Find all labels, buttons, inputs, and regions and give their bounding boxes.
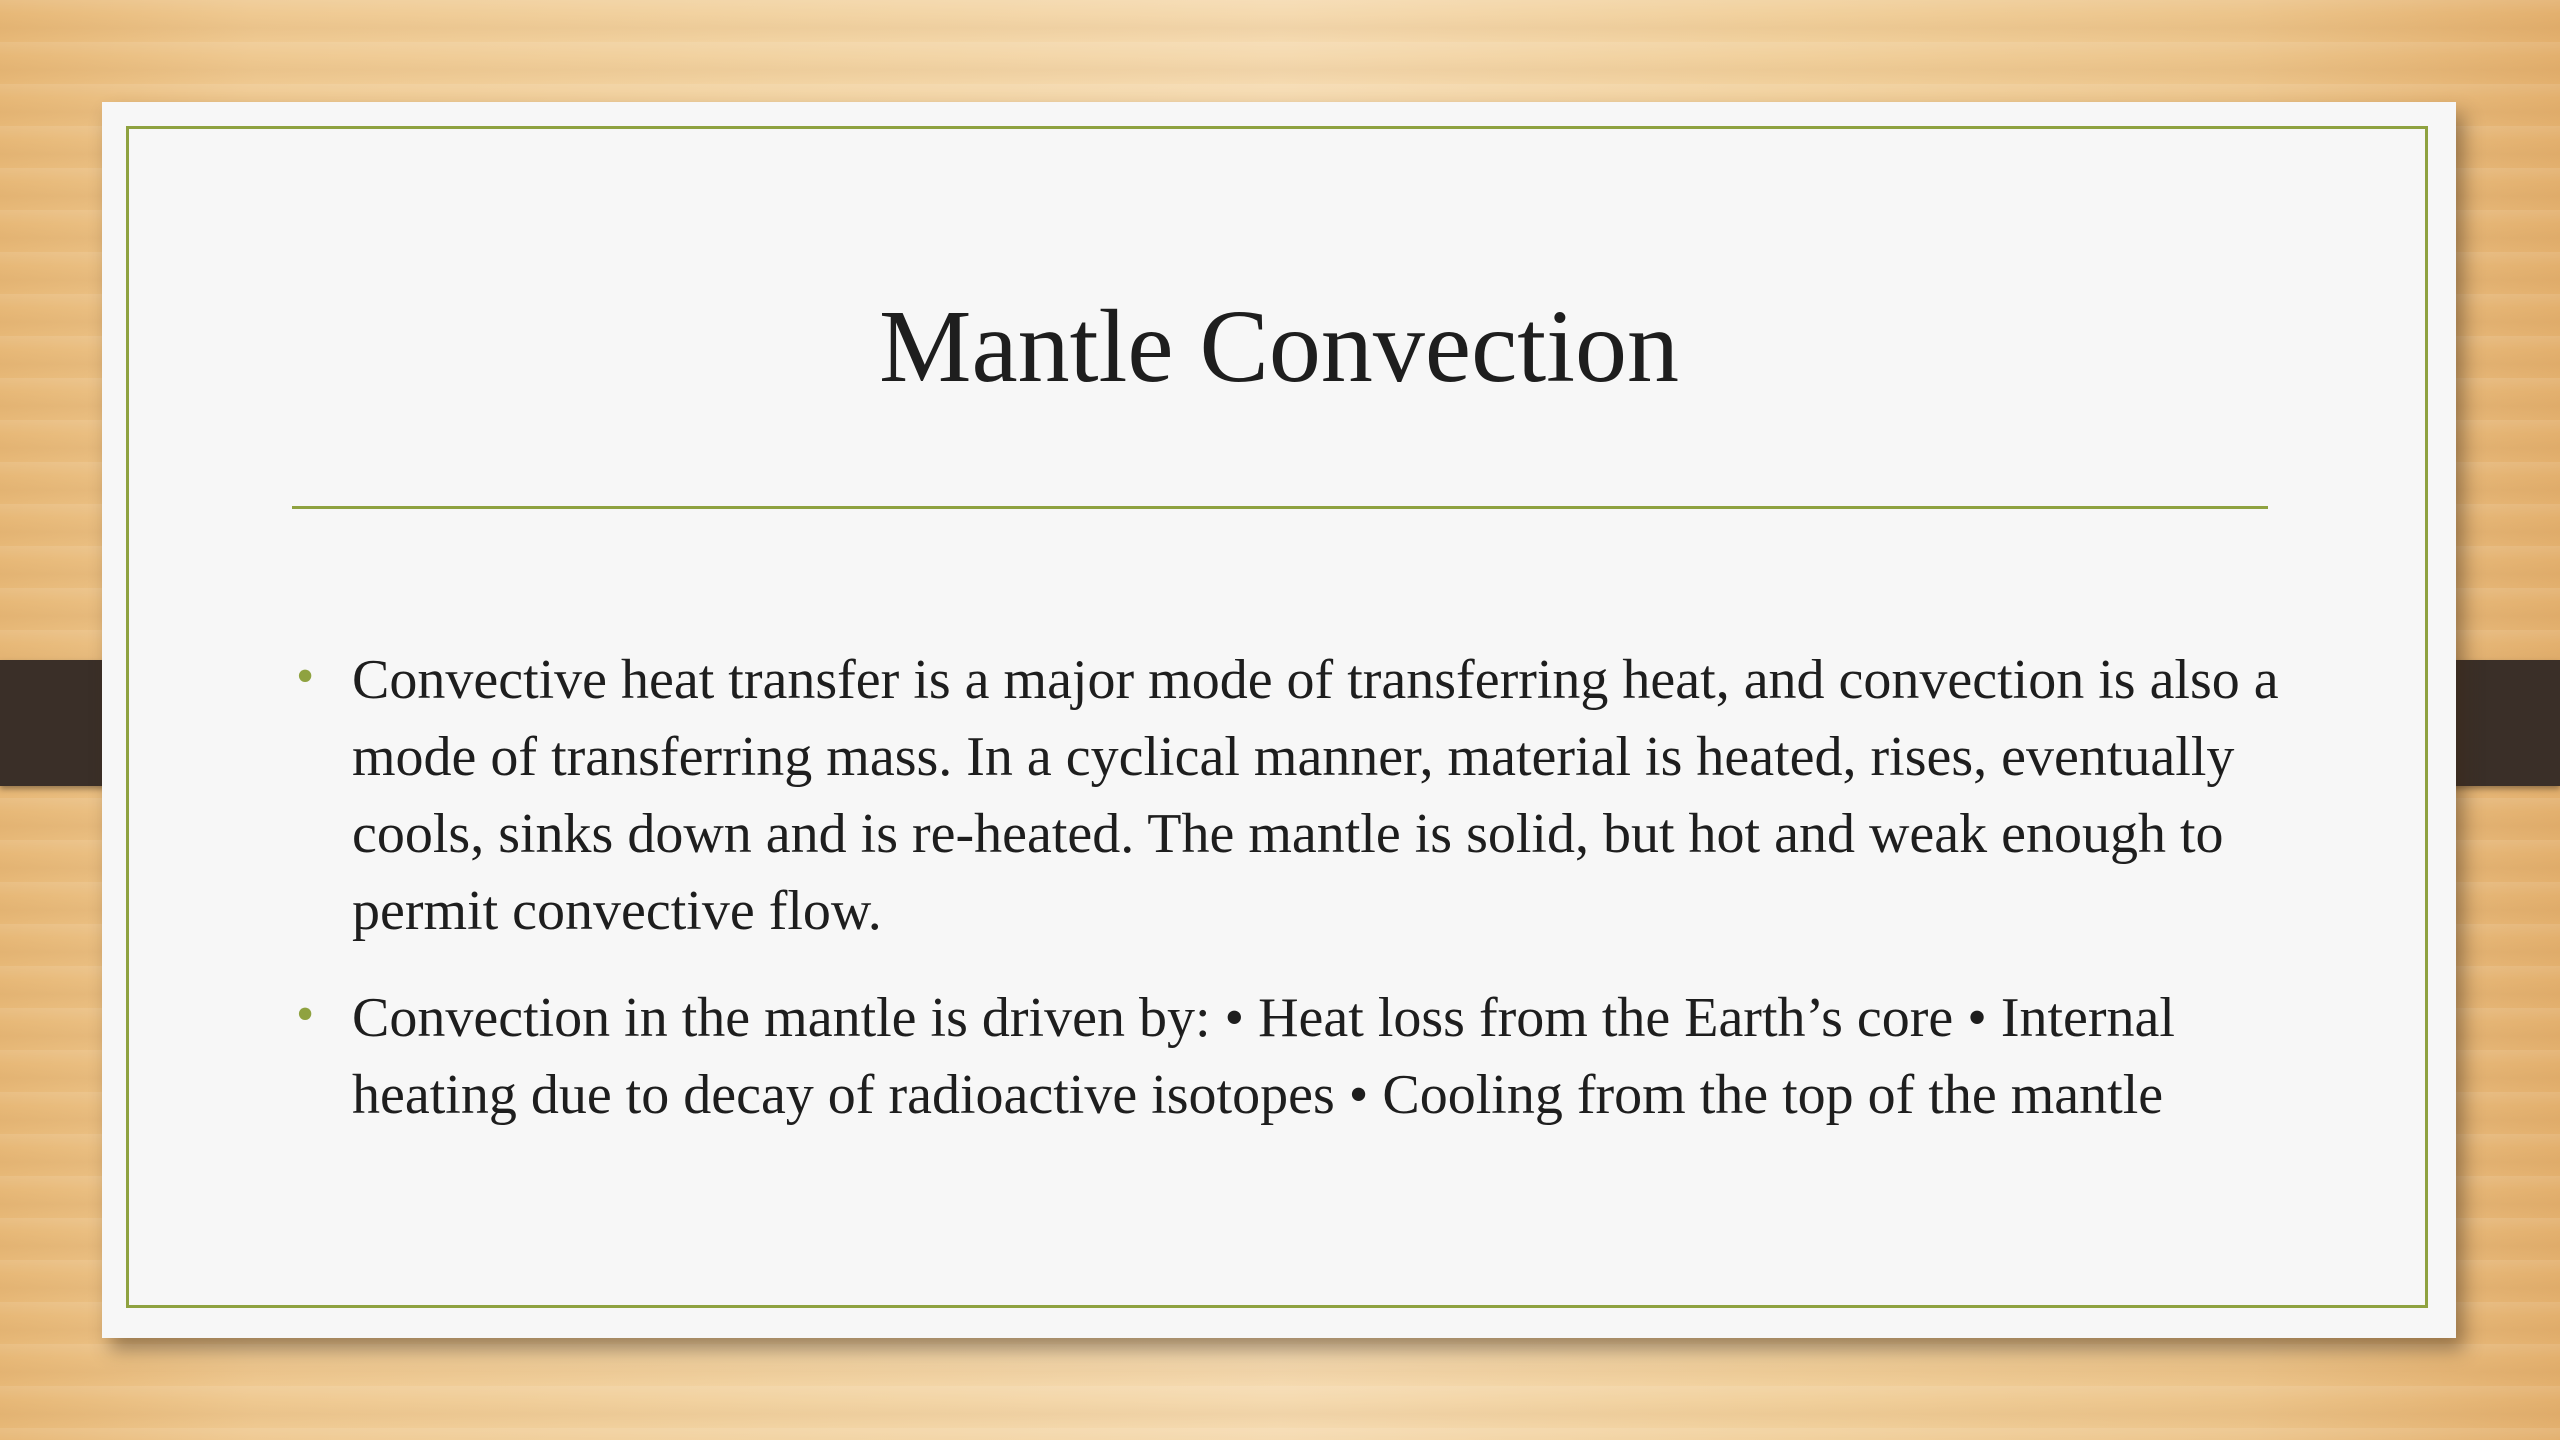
bullet-text: Convection in the mantle is driven by: • Heat loss from the Earth’s core • Internal heating due to decay of radioactive isotopes • Cooling from the top of the mantle bbox=[352, 987, 2175, 1126]
bullet-item bbox=[292, 642, 2352, 950]
bullet-text: Convective heat transfer is a major mode of transferring heat, and convection is also a mode of transferring mass. In a cyclical manner, material is heated, rises, eventually cools, sinks down and is re-heated. The mantle is solid, but hot and weak enough to permit convective flow. bbox=[352, 649, 2279, 942]
bullet-item bbox=[292, 980, 2352, 1134]
bullet-list bbox=[292, 642, 2352, 1164]
bullet-marker-icon: • bbox=[296, 648, 315, 705]
bullet-marker-icon: • bbox=[296, 986, 315, 1043]
title-divider bbox=[292, 506, 2268, 509]
slide-title: Mantle Convection bbox=[878, 289, 1680, 404]
slide bbox=[102, 102, 2456, 1338]
